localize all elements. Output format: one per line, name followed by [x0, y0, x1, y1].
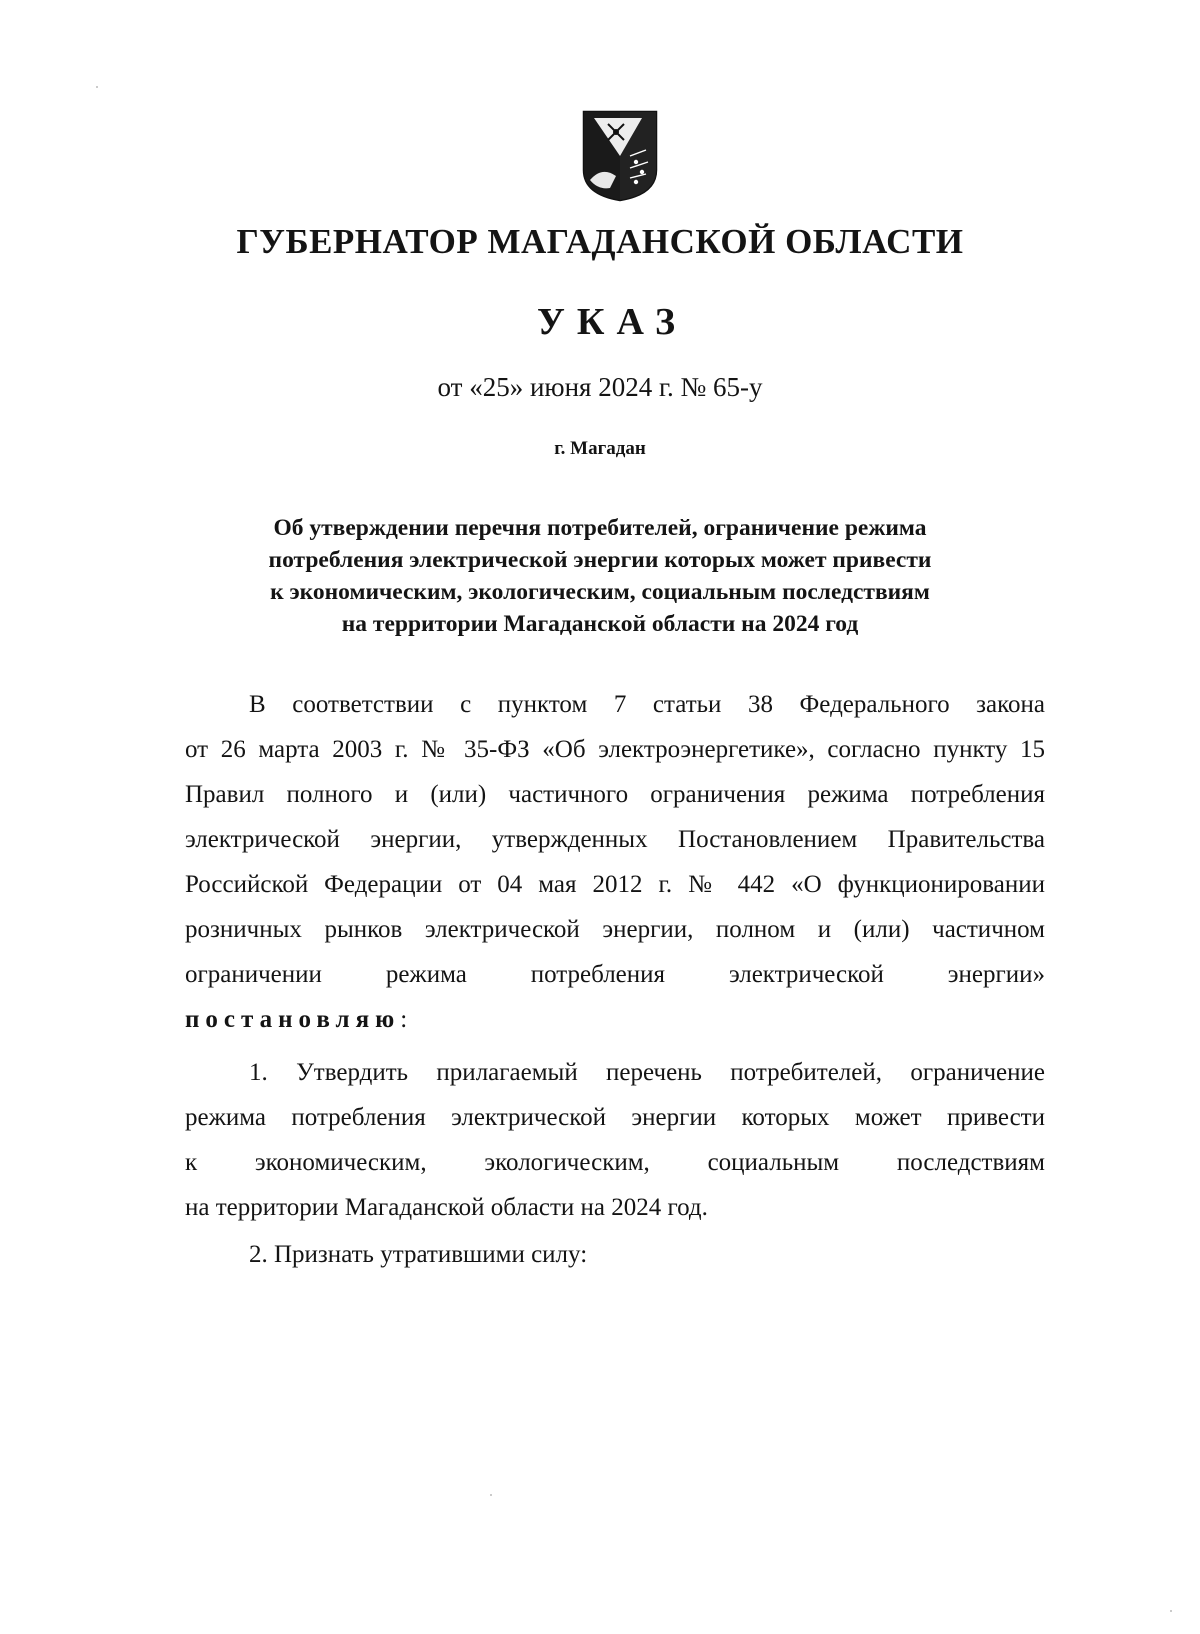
title-line: Об утверждении перечня потребителей, ограничение режима: [273, 515, 927, 541]
title-line: к экономическим, экологическим, социальным последствиям: [270, 579, 930, 605]
decree-word: постановляю: [185, 1006, 401, 1033]
paragraph-line: розничных рынков электрической энергии, полном и (или) частичном: [185, 916, 1045, 943]
city-name: г. Магадан: [554, 438, 646, 459]
title-line: на территории Магаданской области на 2024 год: [341, 611, 859, 637]
scan-speck: [490, 1494, 492, 1496]
scan-speck: [1170, 1610, 1172, 1612]
paragraph-line: к экономическим, экологическим, социальным последствиям: [185, 1149, 1045, 1176]
date-and-number: от «25» июня 2024 г. № 65-у: [437, 372, 763, 402]
magadan-coat-of-arms-icon: [580, 110, 660, 202]
document-type: УКАЗ: [537, 301, 687, 343]
paragraph-line: ограничении режима потребления электрической энергии»: [185, 961, 1045, 988]
paragraph-line: от 26 марта 2003 г. № 35-ФЗ «Об электроэнергетике», согласно пункту 15: [185, 736, 1045, 763]
paragraph-line: Российской Федерации от 04 мая 2012 г. № 442 «О функционировании: [185, 871, 1045, 898]
paragraph-line: 1. Утвердить прилагаемый перечень потребителей, ограничение: [249, 1059, 1045, 1086]
document-title: [0, 512, 1200, 640]
paragraph-line: В соответствии с пунктом 7 статьи 38 Федерального закона: [249, 691, 1045, 718]
preamble-paragraph: [185, 682, 1045, 1042]
paragraph-line: электрической энергии, утвержденных Постановлением Правительства: [185, 826, 1045, 853]
item-1-paragraph: [185, 1050, 1045, 1230]
item-2-paragraph: [185, 1232, 1045, 1277]
authority-heading: ГУБЕРНАТОР МАГАДАНСКОЙ ОБЛАСТИ: [236, 222, 964, 261]
title-line: потребления электрической энергии которых может привести: [268, 547, 932, 573]
paragraph-line: 2. Признать утратившими силу:: [249, 1241, 588, 1268]
paragraph-line: режима потребления электрической энергии которых может привести: [185, 1104, 1045, 1131]
scan-speck: [96, 86, 98, 88]
paragraph-line: Правил полного и (или) частичного ограничения режима потребления: [185, 781, 1045, 808]
paragraph-line: на территории Магаданской области на 2024 год.: [185, 1194, 708, 1221]
decree-suffix: :: [400, 1006, 408, 1033]
decree-line: [185, 997, 1045, 1042]
